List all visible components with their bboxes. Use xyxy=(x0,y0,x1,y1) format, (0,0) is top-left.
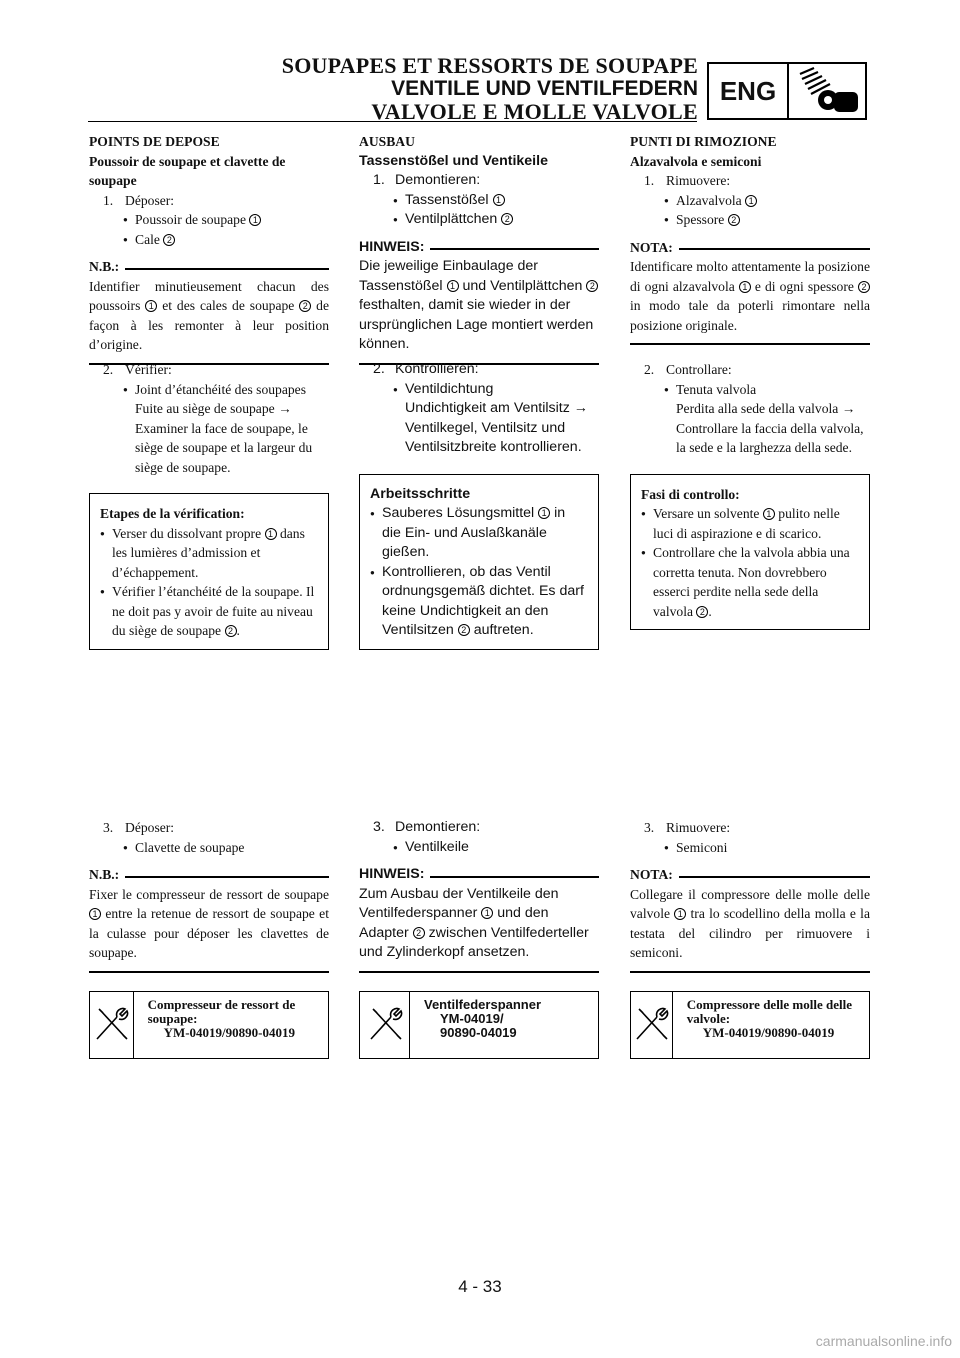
note-text: Fixer le compresseur de ressort de soupape 1 entre la retenue de ressort de soupape et la culasse pour déposer les clavettes de soupape. xyxy=(89,886,329,960)
section-subtitle: Poussoir de soupape et clavette de soupape xyxy=(89,153,286,188)
section-subtitle: Tassenstößel und Ventikeile xyxy=(359,152,548,169)
list-item: ● Cale 2 xyxy=(89,230,329,250)
step-1: 1. Demontieren: xyxy=(373,172,481,188)
step-detail: Undichtigkeit am Ventilsitz → Ventilkegel, Ventilsitz und Ventilsitzbreite kontrollieren. xyxy=(405,400,588,455)
step-3: 3. Déposer: xyxy=(103,820,175,835)
tool-part-number: YM-04019/90890-04019 xyxy=(163,1024,295,1040)
tool-name: Ventilfederspanner xyxy=(424,996,542,1012)
tool-part-number: YM-04019/ xyxy=(440,1010,504,1026)
list-item: ● Vérifier l’étanchéité de la soupape. Il ne doit pas y avoir de fuite au niveau du siège de soupape 2 . xyxy=(100,582,318,641)
tool-name: Compresseur de ressort de soupape: xyxy=(147,996,296,1026)
list-item: ● Spessore 2 xyxy=(630,210,870,230)
list-item: ● Tenuta valvola xyxy=(630,380,870,400)
tool-box xyxy=(359,991,599,1059)
note-label: N.B.: xyxy=(89,257,329,277)
list-item: ● Ventilplättchen 2 xyxy=(359,210,599,230)
note-text: Die jeweilige Einbaulage der Tassenstößel 1 und Ventilplättchen 2 festhalten, damit sie wieder in der ursprünglichen Lage montiert werden können. xyxy=(359,257,599,355)
column-italian-step2 xyxy=(630,360,870,630)
list-item: ● Alzavalvola 1 xyxy=(630,191,870,211)
procedure-box xyxy=(89,493,329,650)
step-3: 3. Rimuovere: xyxy=(644,820,731,835)
procedure-box xyxy=(359,474,599,650)
title-french: SOUPAPES ET RESSORTS DE SOUPAPE xyxy=(281,53,698,78)
procedure-title: Fasi di controllo: xyxy=(641,486,740,502)
tool-name: Compressore delle molle delle valvole: xyxy=(686,996,853,1026)
step-detail: Perdita alla sede della valvola → Controllare la faccia della valvola, la sede e la larghezza della sede. xyxy=(676,401,864,455)
column-french-step2 xyxy=(89,360,329,650)
note-label: NOTA: xyxy=(630,238,870,258)
column-french xyxy=(89,132,329,365)
tool-part-number: 90890-04019 xyxy=(440,1024,517,1040)
step-detail: Fuite au siège de soupape → Examiner la face de soupape, le siège de soupape et la largeur du siège de soupape. xyxy=(135,401,313,475)
list-item: ● Tassenstößel 1 xyxy=(359,191,599,211)
list-item: ● Ventilkeile xyxy=(359,838,599,858)
page-header-titles xyxy=(282,54,698,124)
column-french-step3 xyxy=(89,818,329,1059)
note-text: Identificare molto attentamente la posizione di ogni alzavalvola 1 e di ogni spessore 2 in modo tale da poterli rimontare nella posizione originale. xyxy=(630,259,870,333)
column-german xyxy=(359,132,599,365)
note-end-rule xyxy=(630,971,870,973)
column-italian xyxy=(630,132,870,345)
list-item: ● Poussoir de soupape 1 xyxy=(89,210,329,230)
note-text: Collegare il compressore delle molle delle valvole 1 tra lo scodellino della molla e la testata del cilindro per rimuovere i semiconi. xyxy=(630,886,870,960)
procedure-box xyxy=(630,474,870,631)
note-label: N.B.: xyxy=(89,865,329,885)
note-label: NOTA: xyxy=(630,865,870,885)
wrench-screwdriver-icon xyxy=(631,992,673,1058)
list-item: ● Joint d’étanchéité des soupapes xyxy=(89,380,329,400)
tool-info xyxy=(134,992,328,1058)
section-title: PUNTI DI RIMOZIONE xyxy=(630,134,777,149)
wrench-screwdriver-icon xyxy=(90,992,134,1058)
wrench-screwdriver-icon xyxy=(360,992,410,1058)
page-number: 4 - 33 xyxy=(458,1277,502,1296)
list-item: ● Semiconi xyxy=(630,838,870,858)
step-2: 2. Kontrollieren: xyxy=(373,361,479,377)
step-1: 1. Rimuovere: xyxy=(644,173,731,188)
valve-spring-icon xyxy=(789,64,865,118)
column-german-step3 xyxy=(359,818,599,1059)
step-3: 3. Demontieren: xyxy=(373,819,481,835)
list-item: ● Ventildichtung xyxy=(359,380,599,400)
column-italian-step3 xyxy=(630,818,870,1059)
section-badge xyxy=(707,62,867,120)
section-title: POINTS DE DEPOSE xyxy=(89,134,220,149)
note-text: Zum Ausbau der Ventilkeile den Ventilfederspanner 1 und den Adapter 2 zwischen Ventilfederteller und Zylinderkopf ansetzen. xyxy=(359,885,589,960)
eng-label: ENG xyxy=(709,64,789,118)
list-item: ● Controllare che la valvola abbia una corretta tenuta. Non dovrebbero esserci perdite nella sede della valvola 2 . xyxy=(641,543,859,621)
note-text: Identifier minutieusement chacun des poussoirs 1 et des cales de soupape 2 de façon à les remonter à leur position d’origine. xyxy=(89,278,330,352)
list-item: ● Clavette de soupape xyxy=(89,838,329,858)
tool-box xyxy=(89,991,329,1059)
tool-info xyxy=(410,992,547,1058)
section-title: AUSBAU xyxy=(359,134,415,149)
column-german-step2 xyxy=(359,360,599,650)
note-label: HINWEIS: xyxy=(359,238,599,258)
tool-part-number: YM-04019/90890-04019 xyxy=(702,1024,835,1040)
title-german: VENTILE UND VENTILFEDERN xyxy=(391,76,698,100)
watermark: carmanualsonline.info xyxy=(815,1333,952,1349)
tool-box xyxy=(630,991,870,1059)
section-subtitle: Alzavalvola e semiconi xyxy=(630,153,762,169)
title-italian: VALVOLE E MOLLE VALVOLE xyxy=(371,99,698,125)
note-end-rule xyxy=(630,343,870,345)
list-item: ● Sauberes Lösungsmittel 1 in die Ein- und Auslaßkanäle gießen. xyxy=(370,504,588,563)
note-label: HINWEIS: xyxy=(359,865,599,885)
header-rule xyxy=(88,121,697,122)
step-1: 1. Déposer: xyxy=(103,192,175,208)
tool-info xyxy=(673,992,869,1058)
list-item: ● Kontrollieren, ob das Ventil ordnungsgemäß dichtet. Es darf keine Undichtigkeit an den Ventilsitzen 2 auftreten. xyxy=(370,563,588,641)
list-item: ● Verser du dissolvant propre 1 dans les lumières d’admission et d’échappement. xyxy=(100,524,318,583)
note-end-rule xyxy=(359,971,599,973)
step-2: 2. Vérifier: xyxy=(103,362,172,377)
list-item: ● Versare un solvente 1 pulito nelle luci di aspirazione e di scarico. xyxy=(641,504,859,543)
procedure-title: Arbeitsschritte xyxy=(370,485,471,502)
step-2: 2. Controllare: xyxy=(644,362,732,377)
note-end-rule xyxy=(89,971,329,973)
procedure-title: Etapes de la vérification: xyxy=(100,506,245,521)
